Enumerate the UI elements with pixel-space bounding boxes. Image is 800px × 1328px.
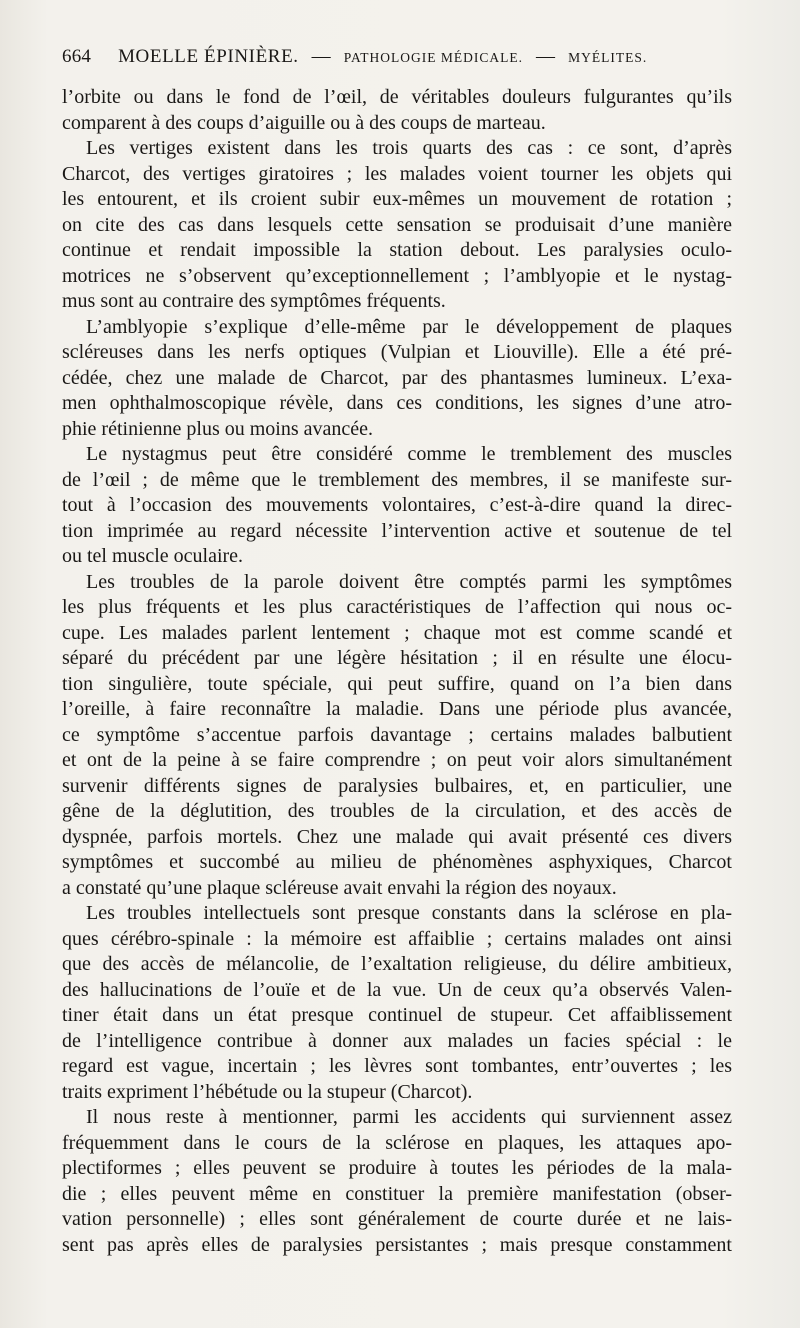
text-line: ou tel muscle oculaire. xyxy=(62,545,244,567)
text-line: plectiformes ; elles peuvent se produire à toutes les périodes de la mala- xyxy=(62,1157,732,1179)
header-dash: — xyxy=(535,46,556,67)
text-line: de l’œil ; de même que le tremblement des membres, il se manifeste sur- xyxy=(62,468,732,491)
text-line: les entourent, et ils croient subir eux-mêmes un mouvement de rotation ; xyxy=(62,188,732,210)
text-line: survenir différents signes de paralysies bulbaires, et, en particulier, une xyxy=(62,774,732,797)
text-line: symptômes et succombé au milieu de phénomènes asphyxiques, Charcot xyxy=(62,851,732,873)
text-line: Charcot, des vertiges giratoires ; les malades voient tourner les objets qui xyxy=(62,162,732,185)
text-line: L’amblyopie s’explique d’elle-même par le développement de plaques xyxy=(86,315,732,338)
running-header xyxy=(62,44,742,70)
text-line: Il nous reste à mentionner, parmi les accidents qui surviennent assez xyxy=(86,1106,732,1128)
text-line: ques cérébro-spinale : la mémoire est affaiblie ; certains malades ont ainsi xyxy=(62,927,732,950)
text-line: men ophthalmoscopique révèle, dans ces conditions, les signes d’une atro- xyxy=(62,392,732,414)
header-dash: — xyxy=(311,46,331,67)
text-line: Le nystagmus peut être considéré comme le tremblement des muscles xyxy=(86,443,732,465)
text-line: tion singulière, toute spéciale, qui peut suffire, quand on l’a bien dans xyxy=(62,672,732,695)
text-line: dyspnée, parfois mortels. Chez une malade qui avait présenté ces divers xyxy=(62,825,732,848)
text-line: l’oreille, à faire reconnaître la maladie. Dans une période plus avancée, xyxy=(62,698,732,720)
text-line: sent pas après elles de paralysies persistantes ; mais presque constamment xyxy=(62,1233,732,1256)
text-line: Les troubles intellectuels sont presque constants dans la sclérose en pla- xyxy=(86,902,732,924)
text-line: cupe. Les malades parlent lentement ; chaque mot est comme scandé et xyxy=(62,621,732,644)
header-subtitle: PATHOLOGIE MÉDICALE. xyxy=(343,50,523,65)
text-line: regard est vague, incertain ; les lèvres sont tombantes, entr’ouvertes ; les xyxy=(62,1055,732,1077)
text-line: l’orbite ou dans le fond de l’œil, de véritables douleurs fulgurantes qu’ils xyxy=(62,86,732,108)
page-number: 664 xyxy=(62,46,92,67)
text-line: die ; elles peuvent même en constituer la première manifestation (obser- xyxy=(62,1182,732,1205)
text-line: phie rétinienne plus ou moins avancée. xyxy=(62,417,374,440)
text-line: et ont de la peine à se faire comprendre ; on peut voir alors simultanément xyxy=(62,749,732,771)
text-line: on cite des cas dans lesquels cette sensation se produisait d’une manière xyxy=(62,213,732,236)
text-line: Les troubles de la parole doivent être comptés parmi les symptômes xyxy=(86,570,732,593)
text-line: fréquemment dans le cours de la sclérose en plaques, les attaques apo- xyxy=(62,1131,732,1154)
header-title: MOELLE ÉPINIÈRE. xyxy=(118,46,299,67)
header-section: MYÉLITES. xyxy=(568,50,648,65)
text-line: a constaté qu’une plaque scléreuse avait envahi la région des noyaux. xyxy=(62,876,617,899)
text-line: Les vertiges existent dans les trois quarts des cas : ce sont, d’après xyxy=(86,137,732,159)
text-line: que des accès de mélancolie, de l’exaltation religieuse, du délire ambitieux, xyxy=(62,953,732,975)
text-line: continue et rendait impossible la station debout. Les paralysies oculo- xyxy=(62,239,732,261)
text-line: mus sont au contraire des symptômes fréquents. xyxy=(62,290,446,312)
text-line: traits expriment l’hébétude ou la stupeur (Charcot). xyxy=(62,1080,473,1103)
text-line: tion imprimée au regard nécessite l’intervention active et soutenue de tel xyxy=(62,519,732,542)
text-line: gêne de la déglutition, des troubles de la circulation, et des accès de xyxy=(62,800,732,822)
text-line: cédée, chez une malade de Charcot, par des phantasmes lumineux. L’exa- xyxy=(62,366,732,389)
text-line: des hallucinations de l’ouïe et de la vue. Un de ceux qu’a observés Valen- xyxy=(62,978,732,1001)
text-line: les plus fréquents et les plus caractéristiques de l’affection qui nous oc- xyxy=(62,596,732,618)
text-line: tiner était dans un état presque continuel de stupeur. Cet affaiblissement xyxy=(62,1004,732,1026)
text-line: ce symptôme s’accentue parfois davantage ; certains malades balbutient xyxy=(62,723,732,746)
text-line: séparé du précédent par une légère hésitation ; il en résulte une élocu- xyxy=(62,647,732,669)
text-line: tout à l’occasion des mouvements volontaires, c’est-à-dire quand la direc- xyxy=(62,494,732,516)
text-line: de l’intelligence contribue à donner aux malades un facies spécial : le xyxy=(62,1029,732,1052)
text-line: motrices ne s’observent qu’exceptionnellement ; l’amblyopie et le nystag- xyxy=(62,264,732,287)
text-line: scléreuses dans les nerfs optiques (Vulpian et Liouville). Elle a été pré- xyxy=(62,341,732,363)
text-line: vation personnelle) ; elles sont généralement de courte durée et ne lais- xyxy=(62,1208,732,1230)
text-line: comparent à des coups d’aiguille ou à des coups de marteau. xyxy=(62,111,546,134)
